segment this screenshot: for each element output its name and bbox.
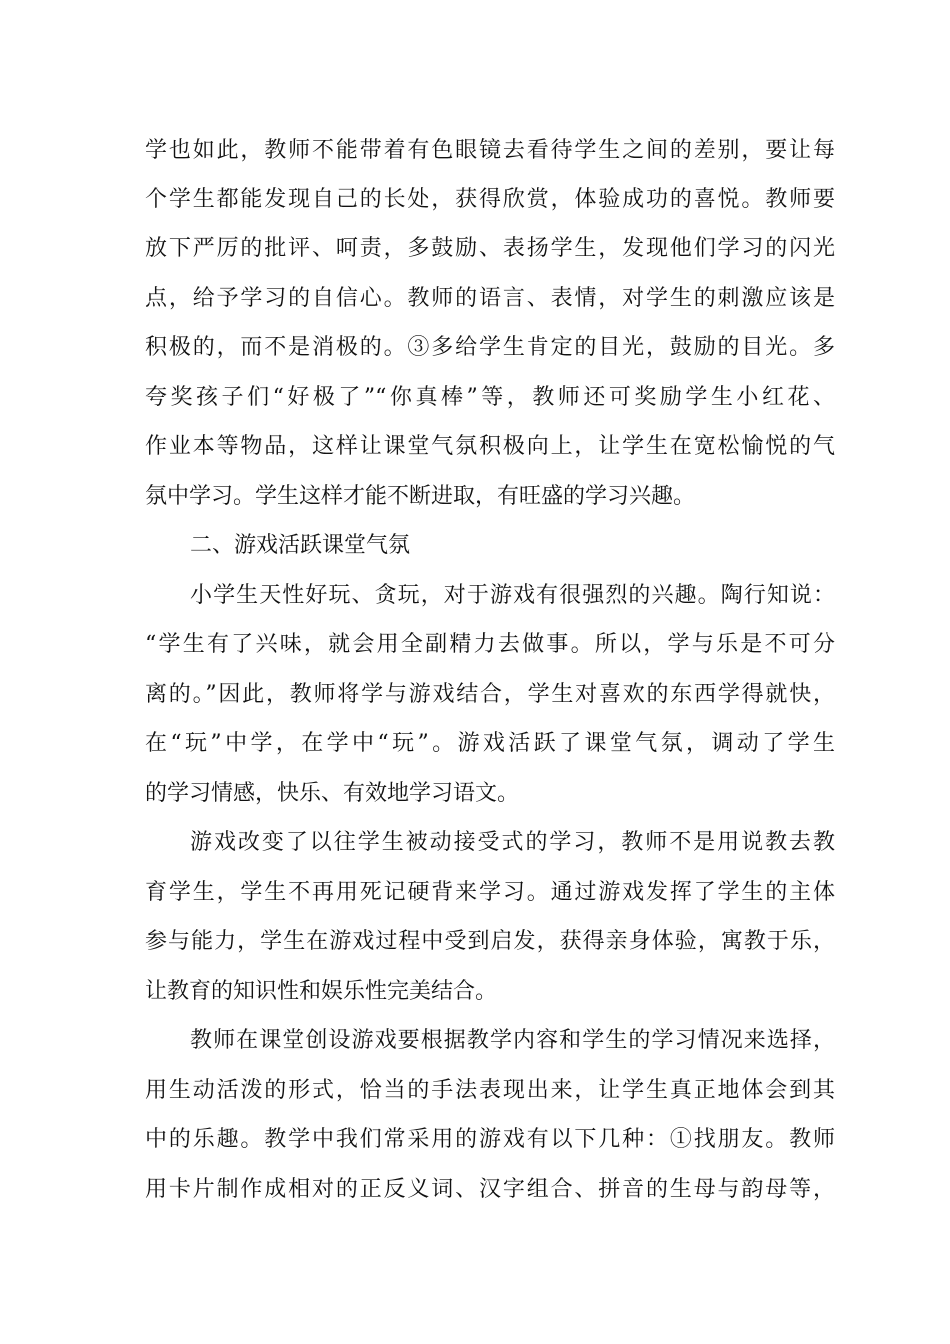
text-line: 离的。”因此，教师将学与游戏结合，学生对喜欢的东西学得就快， (145, 682, 835, 707)
text-line: 参与能力，学生在游戏过程中受到启发，获得亲身体验，寓教于乐， (145, 929, 835, 954)
text-line: 作业本等物品，这样让课堂气氛积极向上，让学生在宽松愉悦的气 (145, 434, 835, 459)
text-line: 点，给予学习的自信心。教师的语言、表情，对学生的刺激应该是 (145, 286, 835, 311)
text-line: 积极的，而不是消极的。③多给学生肯定的目光，鼓励的目光。多 (145, 335, 835, 360)
text-line: 放下严厉的批评、呵责，多鼓励、表扬学生，发现他们学习的闪光 (145, 236, 835, 261)
text-line: 在“玩”中学，在学中“玩”。游戏活跃了课堂气氛，调动了学生 (145, 731, 835, 756)
text-line: 中的乐趣。教学中我们常采用的游戏有以下几种：①找朋友。教师 (145, 1127, 835, 1152)
text-line: 小学生天性好玩、贪玩，对于游戏有很强烈的兴趣。陶行知说： (190, 583, 835, 608)
text-line: “学生有了兴味，就会用全副精力去做事。所以，学与乐是不可分 (145, 632, 835, 657)
text-line: 让教育的知识性和娱乐性完美结合。 (145, 979, 498, 1004)
section-heading: 二、游戏活跃课堂气氛 (190, 533, 411, 558)
text-line: 的学习情感，快乐、有效地学习语文。 (145, 781, 520, 806)
text-line: 游戏改变了以往学生被动接受式的学习，教师不是用说教去教 (190, 830, 835, 855)
text-line: 育学生，学生不再用死记硬背来学习。通过游戏发挥了学生的主体 (145, 880, 835, 905)
text-line: 氛中学习。学生这样才能不断进取，有旺盛的学习兴趣。 (145, 484, 696, 509)
text-line: 教师在课堂创设游戏要根据教学内容和学生的学习情况来选择， (190, 1028, 835, 1053)
text-line: 个学生都能发现自己的长处，获得欣赏，体验成功的喜悦。教师要 (145, 187, 835, 212)
text-line: 夸奖孩子们“好极了”“你真棒”等，教师还可奖励学生小红花、 (145, 385, 835, 410)
text-line: 用卡片制作成相对的正反义词、汉字组合、拼音的生母与韵母等， (145, 1177, 835, 1202)
text-line: 学也如此，教师不能带着有色眼镜去看待学生之间的差别，要让每 (145, 138, 835, 163)
text-line: 用生动活泼的形式，恰当的手法表现出来，让学生真正地体会到其 (145, 1078, 835, 1103)
